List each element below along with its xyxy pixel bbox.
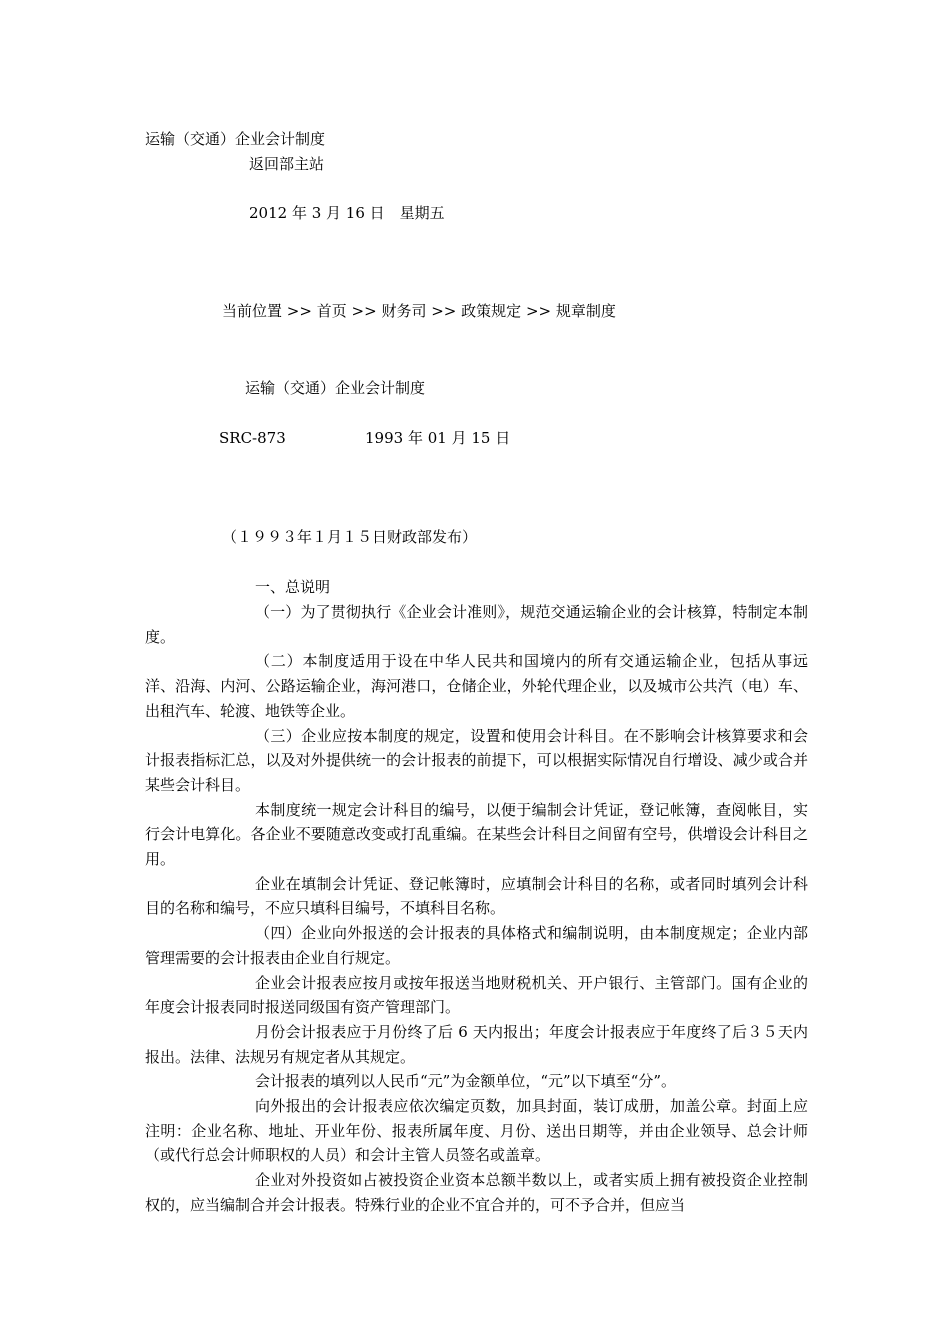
breadcrumb-item-regulations[interactable]: 规章制度 xyxy=(555,302,616,320)
paragraph: 企业会计报表应按月或按年报送当地财税机关、开户银行、主管部门。国有企业的年度会计报表同时报送同级国有资产管理部门。 xyxy=(145,973,808,1017)
paragraph: 月份会计报表应于月份终了后 6 天内报出；年度会计报表应于年度终了后３５天内报出。法律、法规另有规定者从其规定。 xyxy=(145,1022,808,1066)
paragraph: 企业在填制会计凭证、登记帐簿时，应填制会计科目的名称，或者同时填列会计科目的名称和编号，不应只填科目编号，不填科目名称。 xyxy=(145,874,808,918)
article-body xyxy=(145,600,808,1218)
paragraph: （二）本制度适用于设在中华人民共和国境内的所有交通运输企业，包括从事远洋、沿海、内河、公路运输企业，海河港口，仓储企业，外轮代理企业，以及城市公共汽（电）车、出租汽车、轮渡、地铁等企业。 xyxy=(145,652,808,720)
breadcrumb-item-policy[interactable]: 政策规定 xyxy=(461,302,522,320)
publish-note: （１９９３年１月１５日财政部发布） xyxy=(222,528,478,546)
paragraph: 企业对外投资如占被投资企业资本总额半数以上，或者实质上拥有被投资企业控制权的，应当编制合并会计报表。特殊行业的企业不宜合并的，可不予合并，但应当 xyxy=(145,1171,808,1214)
document-number: SRC-873 xyxy=(219,429,286,447)
paragraph: （四）企业向外报送的会计报表的具体格式和编制说明，由本制度规定；企业内部管理需要的会计报表由企业自行规定。 xyxy=(145,924,808,967)
breadcrumb-item-finance-dept[interactable]: 财务司 xyxy=(381,302,427,320)
paragraph: 本制度统一规定会计科目的编号，以便于编制会计凭证，登记帐簿，查阅帐目，实行会计电算化。各企业不要随意改变或打乱重编。在某些会计科目之间留有空号，供增设会计科目之用。 xyxy=(145,800,808,869)
breadcrumb xyxy=(222,301,616,321)
back-to-main-site-link[interactable]: 返回部主站 xyxy=(249,155,325,173)
breadcrumb-separator: >> xyxy=(525,302,552,320)
article-title: 运输（交通）企业会计制度 xyxy=(245,379,426,397)
paragraph: （三）企业应按本制度的规定，设置和使用会计科目。在不影响会计核算要求和会计报表指标汇总，以及对外提供统一的会计报表的前提下，可以根据实际情况自行增设、减少或合并某些会计科目。 xyxy=(145,726,808,794)
site-title: 运输（交通）企业会计制度 xyxy=(145,130,326,148)
section-heading: 一、总说明 xyxy=(255,578,331,596)
breadcrumb-separator: >> xyxy=(351,302,377,320)
current-date: 2012 年 3 月 16 日 星期五 xyxy=(249,204,445,222)
breadcrumb-item-home[interactable]: 首页 xyxy=(316,302,347,320)
paragraph: 会计报表的填列以人民币“元”为金额单位，“元”以下填至“分”。 xyxy=(255,1072,677,1091)
breadcrumb-separator: >> xyxy=(286,302,312,320)
document-date: 1993 年 01 月 15 日 xyxy=(365,429,511,447)
breadcrumb-label: 当前位置 xyxy=(222,302,283,320)
paragraph: 向外报出的会计报表应依次编定页数，加具封面，装订成册，加盖公章。封面上应注明：企业名称、地址、开业年份、报表所属年度、月份、送出日期等，并由企业领导、总会计师（或代行总会计师职权的人员）和会计主管人员签名或盖章。 xyxy=(145,1097,808,1165)
breadcrumb-separator: >> xyxy=(431,302,457,320)
paragraph: （一）为了贯彻执行《企业会计准则》，规范交通运输企业的会计核算，特制定本制度。 xyxy=(145,603,808,646)
